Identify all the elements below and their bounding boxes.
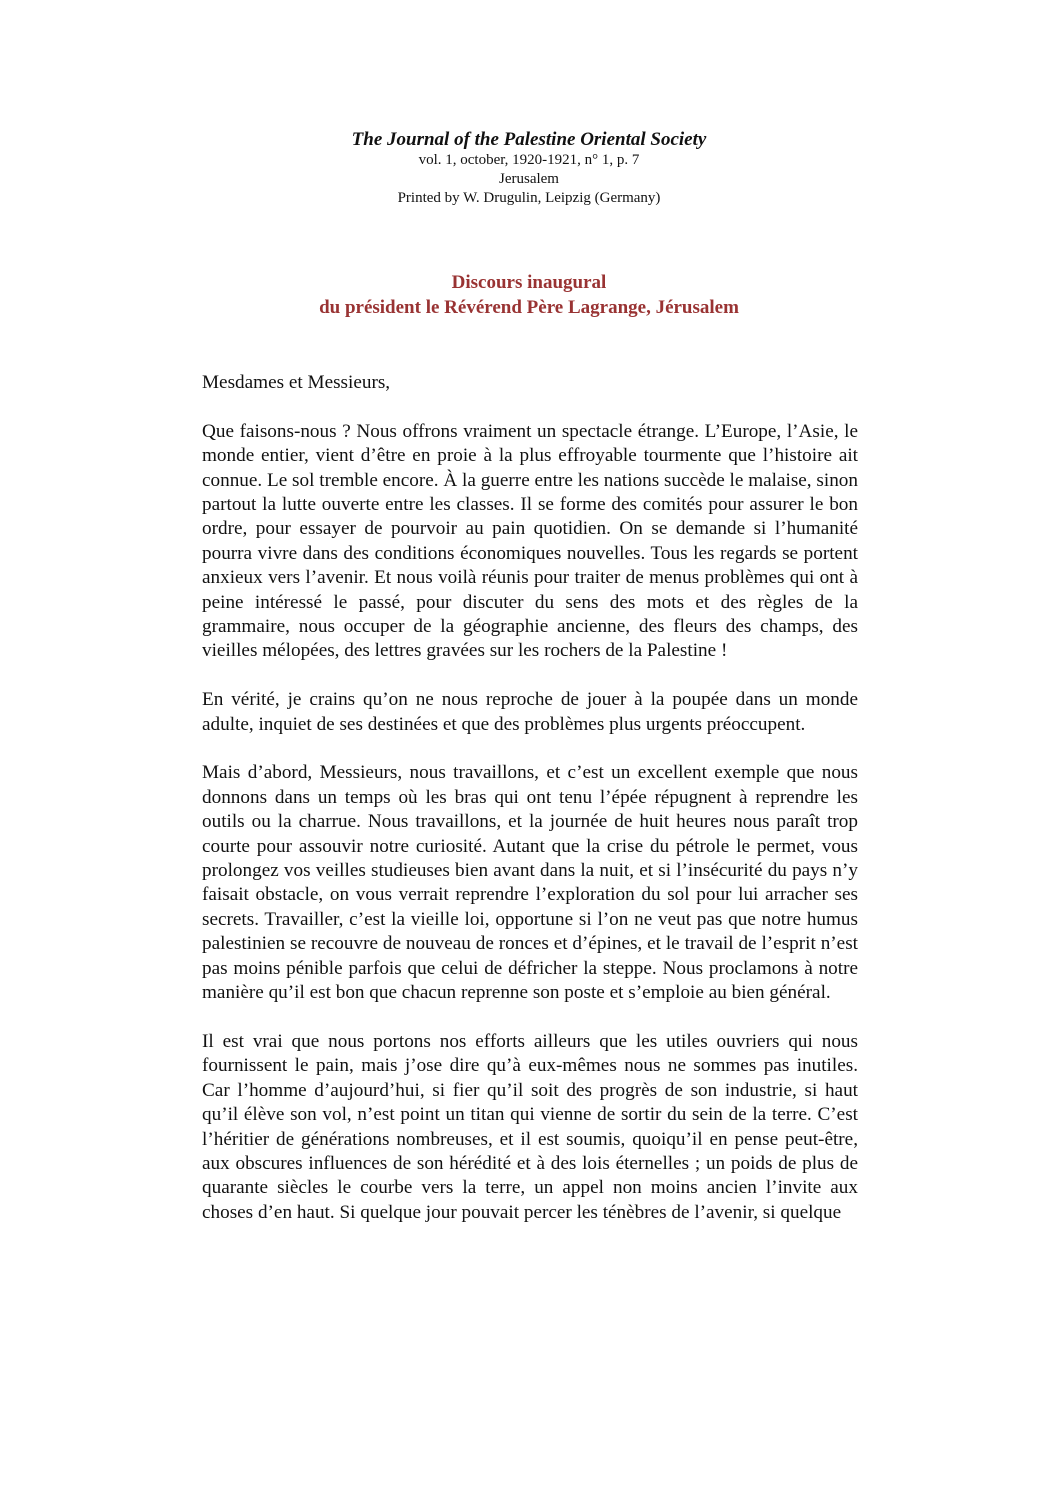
paragraph-1: Que faisons-nous ? Nous offrons vraiment un spectacle étrange. L’Europe, l’Asie, le monde entier, vient d’être en proie à la plus effroyable tourmente que l’histoire ait connue. Le sol tremble encore. À la guerre entre les nations succède le malaise, sinon partout la lutte ouverte entre les classes. Il se forme des comités pour assurer le bon ordre, pour essayer de pourvoir au pain quotidien. On se demande si l’humanité pourra vivre dans des conditions économiques nouvelles. Tous les regards se portent anxieux vers l’avenir. Et nous voilà réunis pour traiter de menus problèmes qui ont à peine intéressé le passé, pour discuter du sens des mots et des règles de la grammaire, nous occuper de la géographie ancienne, des fleurs des champs, des vieilles mélopées, des lettres gravées sur les rochers de la Palestine !	[202, 420, 858, 662]
paragraph-2: En vérité, je crains qu’on ne nous reproche de jouer à la poupée dans un monde adulte, inquiet de ses destinées et que des problèmes plus urgents préoccupent.	[202, 689, 858, 735]
paragraph-3: Mais d’abord, Messieurs, nous travaillons, et c’est un excellent exemple que nous donnons dans un temps où les bras qui ont tenu l’épée répugnent à reprendre les outils ou la charrue. Nous travaillons, et la journée de huit heures nous paraît trop courte pour assouvir notre curiosité. Autant que la crise du pétrole le permet, vous prolongez vos veilles studieuses bien avant dans la nuit, et si l’insécurité du pays n’y faisait obstacle, on vous verrait reprendre l’exploration du sol pour lui arracher ses secrets. Travailler, c’est la vieille loi, opportune si l’on ne veut pas que notre humus palestinien se recouvre de nouveau de ronces et d’épines, et le travail de l’esprit n’est pas moins pénible parfois que celui de défricher la steppe. Nous proclamons à notre manière qu’il est bon que chacun reprenne son poste et s’emploie au bien général.	[202, 762, 858, 1004]
article-title	[0, 270, 1058, 320]
paragraph-4: Il est vrai que nous portons nos efforts ailleurs que les utiles ouvriers qui nous fournissent le pain, mais j’ose dire qu’à eux-mêmes nous ne sommes pas inutiles. Car l’homme d’aujourd’hui, si fier qu’il soit des progrès de son industrie, si haut qu’il élève son vol, n’est point un titan qui vienne de sortir du sein de la terre. C’est l’héritier de générations nombreuses, et il est soumis, quoiqu’il en pense peut-être, aux obscures influences de son hérédité et à des lois éternelles ; un poids de plus de quarante siècles le courbe vers la terre, un appel non moins ancien l’invite aux choses d’en haut. Si quelque jour pouvait percer les ténèbres de l’avenir, si quelque	[202, 1030, 858, 1223]
article-body	[202, 371, 858, 1250]
volume-info: vol. 1, october, 1920-1921, n° 1, p. 7	[418, 152, 640, 168]
journal-title: The Journal of the Palestine Oriental Society	[351, 129, 707, 150]
publication-place: Jerusalem	[499, 171, 559, 187]
article-title-line-1: Discours inaugural	[451, 272, 607, 293]
article-title-line-2: du président le Révérend Père Lagrange, Jérusalem	[319, 297, 739, 318]
journal-header	[0, 129, 1058, 208]
printer-info: Printed by W. Drugulin, Leipzig (Germany)	[397, 190, 661, 206]
salutation: Mesdames et Messieurs,	[202, 372, 391, 393]
